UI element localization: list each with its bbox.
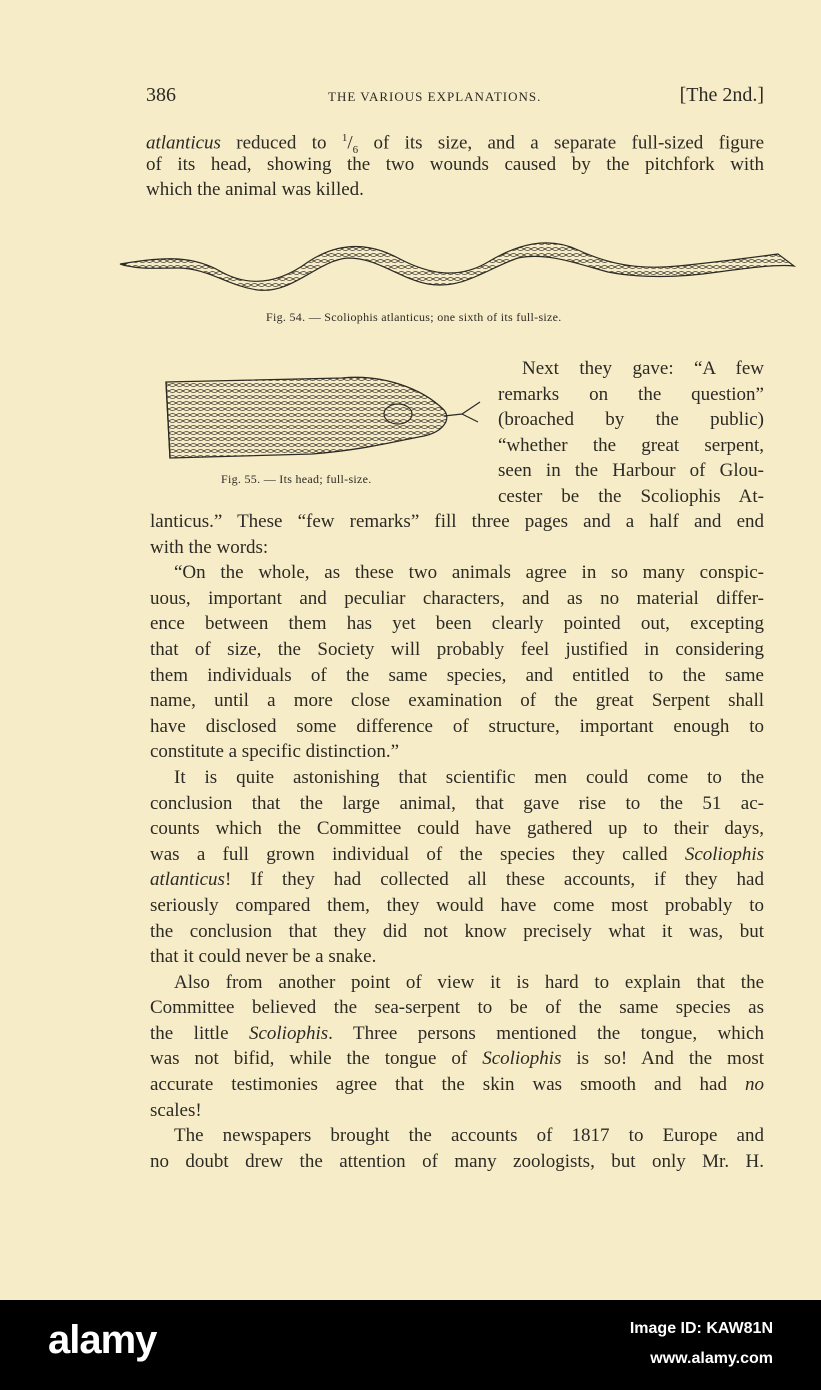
text-span: reduced to <box>220 132 342 154</box>
quote-line: that of size, the Society will probably feel justified in considering <box>150 638 764 660</box>
italic-term: no <box>745 1074 764 1096</box>
running-title: THE VARIOUS EXPLANATIONS. <box>328 89 542 104</box>
fraction-numerator: 1 <box>341 132 348 144</box>
text-span: of its size, and a separate full-sized figure <box>358 132 764 154</box>
italic-term: Scoliophis <box>684 843 764 865</box>
text-line: with the words: <box>150 536 269 558</box>
fig55-caption: Fig. 55. — Its head; full-size. <box>221 472 372 486</box>
text-line: “whether the great serpent, <box>498 434 764 456</box>
text-line: It is quite astonishing that scientific men could come to the <box>174 766 764 788</box>
alamy-logo: alamy <box>48 1318 157 1362</box>
section-tag: [The 2nd.] <box>679 84 764 106</box>
text-line <box>150 842 764 868</box>
text-line: The newspapers brought the accounts of 1817 to Europe and <box>174 1125 764 1147</box>
fraction-slash: / <box>347 132 353 154</box>
intro-line: which the animal was killed. <box>146 179 364 201</box>
stock-footer-bar <box>0 1300 821 1390</box>
text-line <box>150 1072 764 1098</box>
quote-line: have disclosed some difference of structure, important enough to <box>150 715 764 737</box>
italic-term: atlanticus <box>150 869 225 891</box>
fig54-caption: Fig. 54. — Scoliophis atlanticus; one sixth of its full-size. <box>266 310 562 324</box>
wrapped-paragraph <box>498 356 764 510</box>
text-span: was a full grown individual of the species they called <box>150 843 685 865</box>
intro-paragraph <box>146 126 764 203</box>
text-line: counts which the Committee could have gathered up to their days, <box>150 818 764 840</box>
text-line <box>150 1021 764 1047</box>
intro-line: of its head, showing the two wounds caused by the pitchfork with <box>146 153 764 175</box>
text-line: (broached by the public) <box>498 409 764 431</box>
italic-term: Scoliophis <box>482 1048 562 1070</box>
text-span: is so! And the most <box>561 1048 764 1070</box>
italic-term: Scoliophis <box>248 1022 329 1044</box>
text-line: that it could never be a snake. <box>150 946 377 968</box>
text-line: Also from another point of view it is hard to explain that the <box>174 971 764 993</box>
quote-line: “On the whole, as these two animals agree in so many conspic- <box>174 562 764 584</box>
intro-line <box>146 126 764 157</box>
body-text <box>150 509 764 1174</box>
text-line: remarks on the question” <box>498 383 764 405</box>
quote-line: them individuals of the same species, and entitled to the same <box>150 664 764 686</box>
fraction-denominator: 6 <box>352 144 359 157</box>
text-span: the little <box>150 1022 249 1044</box>
site-url: www.alamy.com <box>650 1350 773 1367</box>
quote-line: constitute a specific distinction.” <box>150 741 400 763</box>
fig55-head-illustration <box>162 370 484 464</box>
image-id: Image ID: KAW81N <box>629 1320 773 1337</box>
text-line: Committee believed the sea-serpent to be of the same species as <box>150 997 764 1019</box>
text-span: . Three persons mentioned the tongue, which <box>328 1022 764 1044</box>
italic-term: atlanticus <box>146 132 221 154</box>
text-line: the conclusion that they did not know precisely what it was, but <box>150 920 764 942</box>
text-line: Next they gave: “A few <box>522 358 764 379</box>
page-header <box>146 84 764 112</box>
text-line: no doubt drew the attention of many zoologists, but only Mr. H. <box>150 1150 764 1172</box>
text-line: scales! <box>150 1099 202 1121</box>
text-line: conclusion that the large animal, that gave rise to the 51 ac- <box>150 792 764 814</box>
quote-line: uous, important and peculiar characters, and as no material differ- <box>150 587 764 609</box>
page-number: 386 <box>146 84 176 106</box>
text-line: seen in the Harbour of Glou- <box>498 460 764 482</box>
text-line <box>150 867 764 893</box>
fig54-snake-illustration <box>118 228 798 292</box>
text-span: was not bifid, while the tongue of <box>150 1048 483 1070</box>
text-line <box>150 1046 764 1072</box>
text-line: lanticus.” These “few remarks” fill three pages and a half and end <box>150 511 764 532</box>
text-span: accurate testimonies agree that the skin was smooth and had <box>150 1074 745 1096</box>
quote-line: name, until a more close examination of the great Serpent shall <box>150 690 764 712</box>
text-span: ! If they had collected all these accounts, if they had <box>224 869 764 891</box>
text-line: cester be the Scoliophis At- <box>498 485 764 507</box>
quote-line: ence between them has yet been clearly pointed out, excepting <box>150 613 764 635</box>
text-line: seriously compared them, they would have come most probably to <box>150 894 764 916</box>
